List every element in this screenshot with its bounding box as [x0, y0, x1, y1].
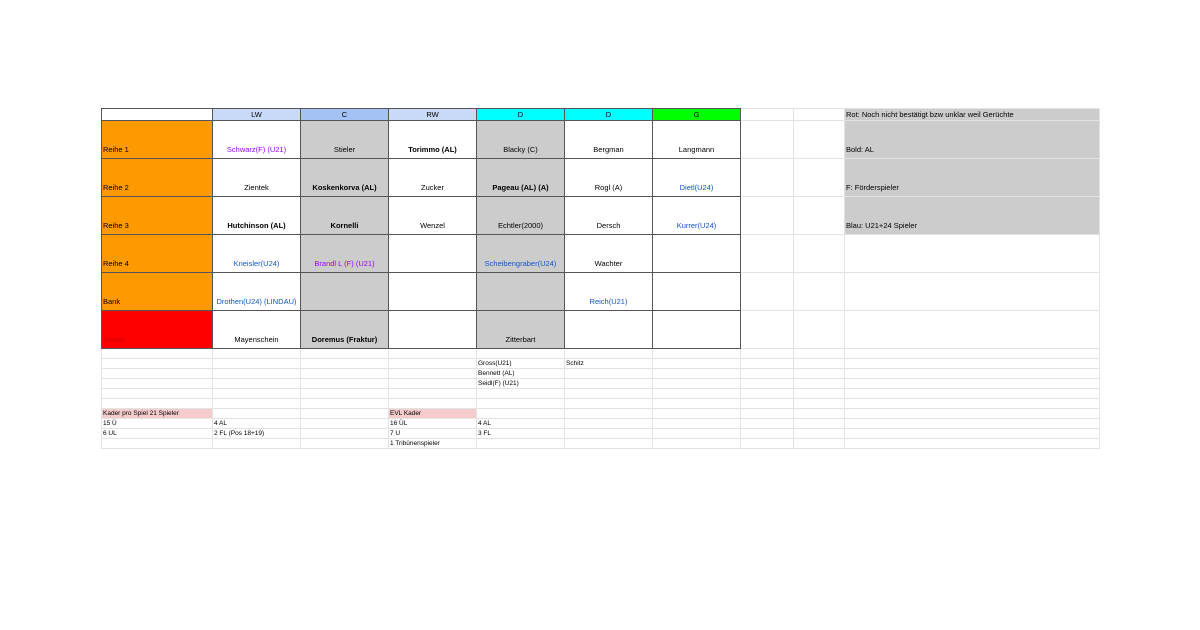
player-cell[interactable]: Kurrer(U24) [653, 197, 741, 235]
header-lw[interactable]: LW [213, 109, 301, 121]
cell[interactable] [565, 349, 653, 359]
cell[interactable] [213, 409, 301, 419]
evl-cell[interactable]: 4 AL [477, 419, 565, 429]
cell[interactable] [389, 379, 477, 389]
cell[interactable] [653, 419, 741, 429]
row-label[interactable]: Reihe 3 [102, 197, 213, 235]
cell[interactable] [565, 389, 653, 399]
cell[interactable] [477, 349, 565, 359]
player-cell[interactable]: Echtler(2000) [477, 197, 565, 235]
table-row [102, 369, 1100, 379]
player-cell[interactable]: Mayenschein [213, 311, 301, 349]
cell[interactable] [477, 389, 565, 399]
cell[interactable] [477, 409, 565, 419]
player-cell[interactable]: Pageau (AL) (A) [477, 159, 565, 197]
header-d2[interactable]: D [565, 109, 653, 121]
cell[interactable] [741, 369, 794, 379]
player-cell[interactable] [301, 273, 389, 311]
table-row [102, 159, 1100, 197]
legend-blau[interactable]: Blau: U21+24 Spieler [845, 197, 1100, 235]
kader-cell[interactable]: 2 FL (Pos 18+19) [213, 429, 301, 439]
cell[interactable] [102, 359, 213, 369]
table-row [102, 399, 1100, 409]
legend-bold[interactable]: Bold: AL [845, 121, 1100, 159]
kader-cell[interactable]: 15 Ü [102, 419, 213, 429]
cell[interactable] [565, 379, 653, 389]
cell[interactable] [565, 439, 653, 449]
cell[interactable] [565, 369, 653, 379]
evl-cell[interactable]: 16 ÜL [389, 419, 477, 429]
cell[interactable] [653, 439, 741, 449]
cell[interactable] [102, 399, 213, 409]
cell[interactable] [741, 429, 794, 439]
extra-cell[interactable]: Seidl(F) (U21) [477, 379, 565, 389]
cell[interactable] [213, 369, 301, 379]
cell[interactable] [845, 359, 1100, 369]
table-row [102, 121, 1100, 159]
player-cell[interactable]: Doremus (Fraktur) [301, 311, 389, 349]
cell[interactable] [653, 409, 741, 419]
row-label[interactable]: Reihe 4 [102, 235, 213, 273]
table-row [102, 273, 1100, 311]
cell[interactable] [794, 389, 845, 399]
cell[interactable] [653, 399, 741, 409]
header-row [102, 109, 1100, 121]
cell[interactable] [741, 399, 794, 409]
cell[interactable] [845, 369, 1100, 379]
cell[interactable] [845, 429, 1100, 439]
cell[interactable] [741, 197, 794, 235]
cell[interactable] [741, 419, 794, 429]
cell[interactable] [389, 369, 477, 379]
row-label[interactable]: Reihe 1 [102, 121, 213, 159]
table-row [102, 389, 1100, 399]
player-cell[interactable]: Kornelli [301, 197, 389, 235]
cell[interactable] [301, 349, 389, 359]
table-row [102, 409, 1100, 419]
cell[interactable] [102, 389, 213, 399]
cell[interactable] [845, 409, 1100, 419]
evl-cell[interactable]: 1 Tribünenspieler [389, 439, 477, 449]
row-label[interactable]: Bank [102, 273, 213, 311]
player-cell[interactable]: Hutchinson (AL) [213, 197, 301, 235]
cell[interactable] [565, 429, 653, 439]
cell[interactable] [741, 311, 794, 349]
player-cell[interactable]: Wenzel [389, 197, 477, 235]
cell[interactable] [794, 409, 845, 419]
cell[interactable] [741, 235, 794, 273]
spreadsheet-grid [101, 108, 1099, 449]
legend-rot[interactable]: Rot: Noch nicht bestätigt bzw unklar weil Gerüchte [845, 109, 1100, 121]
table-row [102, 429, 1100, 439]
cell[interactable] [213, 389, 301, 399]
player-cell[interactable] [389, 273, 477, 311]
cell[interactable] [477, 439, 565, 449]
player-cell[interactable]: Langmann [653, 121, 741, 159]
cell[interactable] [794, 419, 845, 429]
kader-title[interactable]: Kader pro Spiel 21 Spieler [102, 409, 213, 419]
cell[interactable] [845, 311, 1100, 349]
player-cell[interactable]: Wachter [565, 235, 653, 273]
row-label[interactable]: Reihe 2 [102, 159, 213, 197]
player-cell[interactable]: Torimmo (AL) [389, 121, 477, 159]
cell[interactable] [741, 359, 794, 369]
player-cell[interactable]: Koskenkorva (AL) [301, 159, 389, 197]
cell[interactable] [301, 419, 389, 429]
player-cell[interactable]: Stieler [301, 121, 389, 159]
cell[interactable] [794, 359, 845, 369]
player-cell[interactable]: Rogl (A) [565, 159, 653, 197]
cell[interactable] [213, 379, 301, 389]
cell[interactable] [477, 399, 565, 409]
player-cell[interactable] [477, 273, 565, 311]
cell[interactable] [741, 379, 794, 389]
cell[interactable] [794, 369, 845, 379]
cell[interactable] [213, 349, 301, 359]
evl-cell[interactable]: 7 U [389, 429, 477, 439]
cell[interactable] [653, 369, 741, 379]
evl-cell[interactable]: 3 FL [477, 429, 565, 439]
lineup-table [101, 108, 1100, 449]
table-row [102, 359, 1100, 369]
cell[interactable] [389, 399, 477, 409]
cell[interactable] [794, 429, 845, 439]
cell[interactable] [653, 359, 741, 369]
cell[interactable] [102, 369, 213, 379]
cell[interactable] [213, 399, 301, 409]
player-cell[interactable]: Blacky (C) [477, 121, 565, 159]
extra-cell[interactable]: Gross(U21) [477, 359, 565, 369]
cell[interactable] [741, 439, 794, 449]
player-cell[interactable]: Reich(U21) [565, 273, 653, 311]
cell[interactable] [102, 379, 213, 389]
kader-cell[interactable]: 4 AL [213, 419, 301, 429]
cell[interactable] [653, 429, 741, 439]
cell[interactable] [794, 109, 845, 121]
header-c[interactable]: C [301, 109, 389, 121]
table-row [102, 419, 1100, 429]
player-cell[interactable]: Drothen(U24) (LINDAU) [213, 273, 301, 311]
cell[interactable] [794, 235, 845, 273]
cell[interactable] [794, 121, 845, 159]
player-cell[interactable]: Zitterbart [477, 311, 565, 349]
cell[interactable] [301, 429, 389, 439]
table-row [102, 197, 1100, 235]
legend-f[interactable]: F: Förderspieler [845, 159, 1100, 197]
player-cell[interactable]: Scheibengraber(U24) [477, 235, 565, 273]
player-cell[interactable]: Dersch [565, 197, 653, 235]
cell[interactable] [741, 273, 794, 311]
cell[interactable] [301, 439, 389, 449]
cell[interactable] [213, 439, 301, 449]
table-row [102, 439, 1100, 449]
table-row [102, 349, 1100, 359]
header-corner-cell[interactable] [102, 109, 213, 121]
cell[interactable] [741, 349, 794, 359]
table-row [102, 311, 1100, 349]
cell[interactable] [301, 409, 389, 419]
cell[interactable] [845, 235, 1100, 273]
cell[interactable] [741, 121, 794, 159]
cell[interactable] [565, 409, 653, 419]
player-cell[interactable]: Zucker [389, 159, 477, 197]
table-row [102, 379, 1100, 389]
cell[interactable] [389, 389, 477, 399]
cell[interactable] [741, 409, 794, 419]
player-cell[interactable]: Schwarz(F) (U21) [213, 121, 301, 159]
header-g[interactable]: G [653, 109, 741, 121]
cell[interactable] [845, 273, 1100, 311]
player-cell[interactable] [389, 311, 477, 349]
row-label[interactable]: Tribüne [102, 311, 213, 349]
cell[interactable] [794, 379, 845, 389]
cell[interactable] [301, 399, 389, 409]
cell[interactable] [794, 439, 845, 449]
cell[interactable] [741, 389, 794, 399]
player-cell[interactable] [653, 273, 741, 311]
cell[interactable] [653, 349, 741, 359]
cell[interactable] [794, 197, 845, 235]
player-cell[interactable] [653, 311, 741, 349]
cell[interactable] [301, 379, 389, 389]
player-cell[interactable]: Kneisler(U24) [213, 235, 301, 273]
cell[interactable] [301, 359, 389, 369]
evl-title[interactable]: EVL Kader [389, 409, 477, 419]
player-cell[interactable]: Bergman [565, 121, 653, 159]
cell[interactable] [845, 389, 1100, 399]
cell[interactable] [794, 349, 845, 359]
cell[interactable] [389, 359, 477, 369]
cell[interactable] [301, 369, 389, 379]
cell[interactable] [102, 349, 213, 359]
player-cell[interactable]: Brandl L (F) (U21) [301, 235, 389, 273]
cell[interactable] [845, 349, 1100, 359]
kader-cell[interactable]: 6 UL [102, 429, 213, 439]
cell[interactable] [794, 399, 845, 409]
cell[interactable] [794, 311, 845, 349]
cell[interactable] [102, 439, 213, 449]
cell[interactable] [653, 389, 741, 399]
header-d1[interactable]: D [477, 109, 565, 121]
player-cell[interactable] [389, 235, 477, 273]
cell[interactable] [845, 379, 1100, 389]
cell[interactable] [741, 159, 794, 197]
cell[interactable] [213, 359, 301, 369]
extra-cell[interactable]: Schitz [565, 359, 653, 369]
cell[interactable] [565, 399, 653, 409]
table-row [102, 235, 1100, 273]
cell[interactable] [845, 419, 1100, 429]
cell[interactable] [845, 399, 1100, 409]
cell[interactable] [565, 419, 653, 429]
player-cell[interactable]: Zientek [213, 159, 301, 197]
cell[interactable] [301, 389, 389, 399]
cell[interactable] [741, 109, 794, 121]
player-cell[interactable]: Dietl(U24) [653, 159, 741, 197]
extra-cell[interactable]: Bennett (AL) [477, 369, 565, 379]
cell[interactable] [794, 273, 845, 311]
header-rw[interactable]: RW [389, 109, 477, 121]
cell[interactable] [389, 349, 477, 359]
cell[interactable] [845, 439, 1100, 449]
player-cell[interactable] [565, 311, 653, 349]
cell[interactable] [653, 379, 741, 389]
cell[interactable] [794, 159, 845, 197]
player-cell[interactable] [653, 235, 741, 273]
